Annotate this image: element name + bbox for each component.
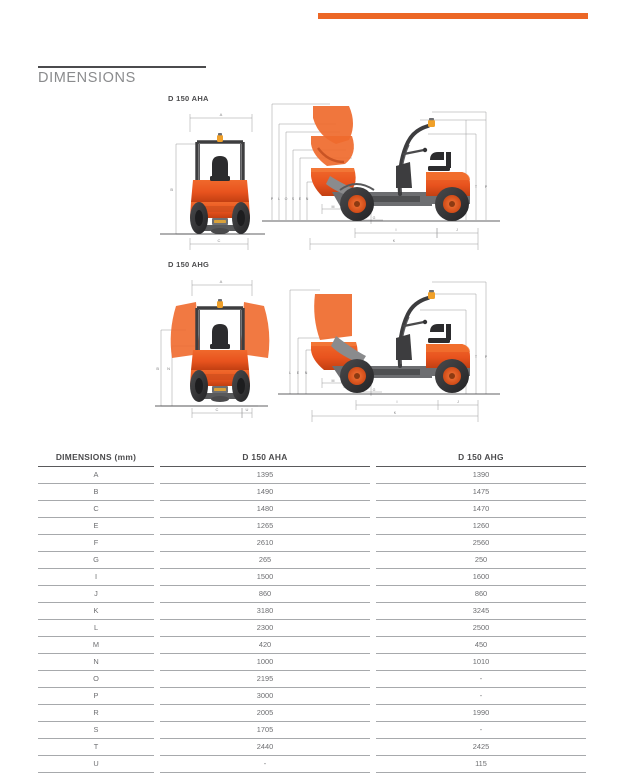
side-dim-p-label-aha: P xyxy=(270,197,274,201)
front-view-machine-aha xyxy=(190,133,250,234)
row-value-ahg: 2560 xyxy=(376,535,586,552)
diagram-model-label-ahg: D 150 AHG xyxy=(168,260,210,269)
table-row xyxy=(38,552,586,569)
side-dim-e-label-aha: E xyxy=(298,197,302,201)
row-value-ahg: 115 xyxy=(376,756,586,773)
table-row xyxy=(38,484,586,501)
table-row xyxy=(38,586,586,603)
row-label: T xyxy=(38,739,154,756)
column-header-ahg: D 150 AHG xyxy=(376,448,586,467)
side-dim-j-label-ahg: J xyxy=(457,400,459,404)
side-dim-k-label-aha: K xyxy=(392,239,396,243)
row-value-aha: 2440 xyxy=(160,739,370,756)
side-dim-g-label-ahg: G xyxy=(372,388,376,392)
diagram-d150aha xyxy=(0,92,624,257)
row-value-aha: 2005 xyxy=(160,705,370,722)
table-row xyxy=(38,671,586,688)
row-value-aha: 265 xyxy=(160,552,370,569)
row-value-aha: 860 xyxy=(160,586,370,603)
table-row xyxy=(38,705,586,722)
table-row xyxy=(38,637,586,654)
table-row xyxy=(38,535,586,552)
row-value-aha: 1395 xyxy=(160,467,370,484)
row-value-ahg: 3245 xyxy=(376,603,586,620)
side-dim-s-label-aha: S xyxy=(291,197,295,201)
row-value-aha: 1480 xyxy=(160,501,370,518)
row-value-aha: 3180 xyxy=(160,603,370,620)
table-row xyxy=(38,722,586,739)
front-dim-c-label-aha: C xyxy=(217,238,221,243)
column-header-dimensions: DIMENSIONS (mm) xyxy=(38,448,154,467)
row-label: R xyxy=(38,705,154,722)
diagram-d150ahg xyxy=(0,258,624,430)
side-dim-p2-label-aha: P xyxy=(484,185,488,189)
front-dim-u-label-ahg: U xyxy=(245,407,249,412)
side-dim-m-label-ahg: M xyxy=(331,379,335,383)
side-dim-t-label-ahg: T xyxy=(474,355,478,359)
row-value-aha: - xyxy=(160,756,370,773)
row-value-ahg: 450 xyxy=(376,637,586,654)
row-label: I xyxy=(38,569,154,586)
row-value-ahg: - xyxy=(376,688,586,705)
table-row xyxy=(38,603,586,620)
row-label: B xyxy=(38,484,154,501)
side-dim-p-label-ahg: P xyxy=(484,355,488,359)
table-row xyxy=(38,739,586,756)
row-value-aha: 1490 xyxy=(160,484,370,501)
row-label: M xyxy=(38,637,154,654)
row-value-aha: 1705 xyxy=(160,722,370,739)
front-dim-a-label-ahg: A xyxy=(219,279,223,284)
row-value-ahg: 860 xyxy=(376,586,586,603)
side-dim-e-label-ahg: E xyxy=(296,371,300,375)
side-dim-g-label-aha: G xyxy=(372,216,376,220)
front-dim-n-label-ahg: N xyxy=(167,366,170,371)
row-label: S xyxy=(38,722,154,739)
side-dim-l-label-aha: L xyxy=(278,197,280,201)
front-dim-b-label-aha: B xyxy=(170,187,173,192)
front-view-machine-ahg xyxy=(190,299,250,402)
table-row xyxy=(38,501,586,518)
table-row xyxy=(38,518,586,535)
row-label: G xyxy=(38,552,154,569)
row-value-ahg: 1990 xyxy=(376,705,586,722)
table-row xyxy=(38,569,586,586)
side-dim-j-label-aha: J xyxy=(456,228,458,232)
side-dim-t-label-aha: T xyxy=(474,185,478,189)
side-dim-n-label-ahg: N xyxy=(304,371,308,375)
front-dim-a-label-aha: A xyxy=(219,112,223,117)
row-value-ahg: - xyxy=(376,722,586,739)
row-label: A xyxy=(38,467,154,484)
row-value-aha: 420 xyxy=(160,637,370,654)
front-dim-c-label-ahg: C xyxy=(215,407,219,412)
row-value-aha: 1500 xyxy=(160,569,370,586)
header-accent-bar xyxy=(318,13,588,19)
row-value-ahg: 1475 xyxy=(376,484,586,501)
row-value-ahg: 1390 xyxy=(376,467,586,484)
row-value-ahg: 2425 xyxy=(376,739,586,756)
table-row xyxy=(38,654,586,671)
row-label: O xyxy=(38,671,154,688)
row-value-aha: 1265 xyxy=(160,518,370,535)
row-label: F xyxy=(38,535,154,552)
row-label: U xyxy=(38,756,154,773)
row-value-aha: 3000 xyxy=(160,688,370,705)
row-label: P xyxy=(38,688,154,705)
table-row xyxy=(38,620,586,637)
row-value-aha: 2195 xyxy=(160,671,370,688)
page-title: DIMENSIONS xyxy=(38,70,136,86)
side-dim-i-label-ahg: I xyxy=(396,400,398,404)
row-value-ahg: 250 xyxy=(376,552,586,569)
row-label: J xyxy=(38,586,154,603)
row-value-aha: 2300 xyxy=(160,620,370,637)
row-value-ahg: 1470 xyxy=(376,501,586,518)
column-header-aha: D 150 AHA xyxy=(160,448,370,467)
row-label: L xyxy=(38,620,154,637)
page-title-rule xyxy=(38,66,206,68)
side-dim-n-label-aha: N xyxy=(305,197,309,201)
table-row xyxy=(38,688,586,705)
front-dim-b-label-ahg: B xyxy=(156,366,159,371)
side-dim-o-label-aha: O xyxy=(284,197,288,201)
row-value-ahg: 1260 xyxy=(376,518,586,535)
row-value-aha: 1000 xyxy=(160,654,370,671)
table-row xyxy=(38,467,586,484)
table-row xyxy=(38,756,586,773)
row-value-aha: 2610 xyxy=(160,535,370,552)
row-value-ahg: 2500 xyxy=(376,620,586,637)
table-header-row xyxy=(38,448,586,467)
side-dim-l-label-ahg: L xyxy=(289,371,291,375)
row-value-ahg: 1010 xyxy=(376,654,586,671)
diagram-model-label-aha: D 150 AHA xyxy=(168,94,209,103)
row-value-ahg: 1600 xyxy=(376,569,586,586)
side-dim-k-label-ahg: K xyxy=(393,411,397,415)
row-label: K xyxy=(38,603,154,620)
dimensions-table xyxy=(38,448,586,773)
diagram-ahg-drawing xyxy=(0,258,624,430)
row-label: E xyxy=(38,518,154,535)
row-value-ahg: - xyxy=(376,671,586,688)
row-label: N xyxy=(38,654,154,671)
diagram-aha-drawing xyxy=(0,92,624,257)
side-dim-m-label-aha: M xyxy=(331,205,335,209)
row-label: C xyxy=(38,501,154,518)
side-dim-i-label-aha: I xyxy=(395,228,397,232)
